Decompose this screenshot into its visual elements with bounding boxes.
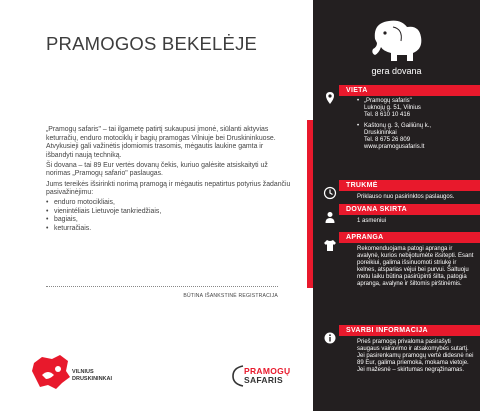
website-link[interactable]: www.pramogusafaris.lt xyxy=(364,144,425,150)
description xyxy=(46,126,291,234)
section-apranga-body: Rekomenduojama patogi apranga ir avalynė, kurios nebijotumėte išsitepti. Esant poreikiui, galima išsinuomoti striukę ir kelnes, atsparias vėjui bei purvui. Šaltuoju metu laiku būtina pasirūpinti šilta, patogia apranga, avalyne ir šiltomis pirštinėmis. xyxy=(357,246,474,287)
logo-vilnius-text: VILNIUS DRUSKININKAI xyxy=(72,369,113,382)
logo-pramogu-text: PRAMOGŲ SAFARIS xyxy=(244,366,291,385)
dotted-divider xyxy=(46,286,278,287)
location-2: • Kaštonų g. 3, Gailiūnų k., Druskininkai Tel. 8 675 26 809 xyxy=(357,123,475,144)
section-skirta-header: DOVANA SKIRTA xyxy=(339,204,480,215)
section-svarbi-body: Prieš pramogą privaloma pasirašyti saugaus vairavimo ir atsakomybės sutartį. Jei pasirenkamų pramogų vertė didesnė nei 89 Eur, galima priemoka, mokama vietoje. Jei mažesnė – skirtumas negrąžinamas. xyxy=(357,339,474,373)
info-icon xyxy=(323,331,337,345)
elephant-logo-icon xyxy=(367,17,427,63)
brand-name: gera dovana xyxy=(371,66,422,76)
activity-list xyxy=(46,199,291,233)
person-icon xyxy=(323,210,337,224)
intro-paragraph-3: Jums tereikės išsirinkti norimą pramogą ir mėgautis nepatirtus potyrius žadančiu pasivažinėjimu: xyxy=(46,180,291,197)
location-1: • „Pramogų safaris" Luknojų g. 51, Vilnius Tel. 8 610 10 416 xyxy=(357,98,475,119)
section-trukme-header: TRUKMĖ xyxy=(339,180,480,191)
clock-icon xyxy=(323,186,337,200)
activity-item: • enduro motocikliais, xyxy=(46,199,291,208)
section-apranga-header: APRANGA xyxy=(339,232,480,243)
activity-item: • bagiais, xyxy=(46,216,291,225)
intro-paragraph-2: Ši dovana – tai 89 Eur vertės dovanų čekis, kuriuo galėsite atsiskaityti už norimas „Pramogų safario" paslaugas. xyxy=(46,161,268,178)
shirt-icon xyxy=(323,238,337,252)
section-trukme-body: Priklauso nuo pasirinktos paslaugos. xyxy=(357,194,455,200)
vilnius-druskininkai-logo-icon xyxy=(30,353,72,391)
section-vieta-header: VIETA xyxy=(339,85,480,96)
pramogu-safaris-logo-icon xyxy=(231,364,245,388)
info-sidebar xyxy=(313,0,480,411)
page-title: PRAMOGOS BEKELĖJE xyxy=(46,33,258,54)
activity-item: • keturračiais. xyxy=(46,225,291,234)
activity-item: • vienintéliais Lietuvoje tankriedžiais, xyxy=(46,208,291,217)
map-pin-icon xyxy=(323,91,337,105)
section-vieta-body xyxy=(357,98,475,151)
booking-note: BŪTINA IŠANKSTINĖ REGISTRACIJA xyxy=(183,293,278,299)
section-skirta-body: 1 asmeniui xyxy=(357,218,387,224)
intro-paragraph-1: „Pramogų safaris" – tai ilgametę patirtį sukaupusi įmonė, siūlanti aktyvias keturračių, enduro motociklų ir bagių pramogas Vilniuje bei Druskininkuose. Atvykusieji gali važinėtis įdomiomis trasomis, mėgautis laukine gamta ir išbandyti naują techniką. xyxy=(46,126,276,159)
section-svarbi-header: SVARBI INFORMACIJA xyxy=(339,325,480,336)
